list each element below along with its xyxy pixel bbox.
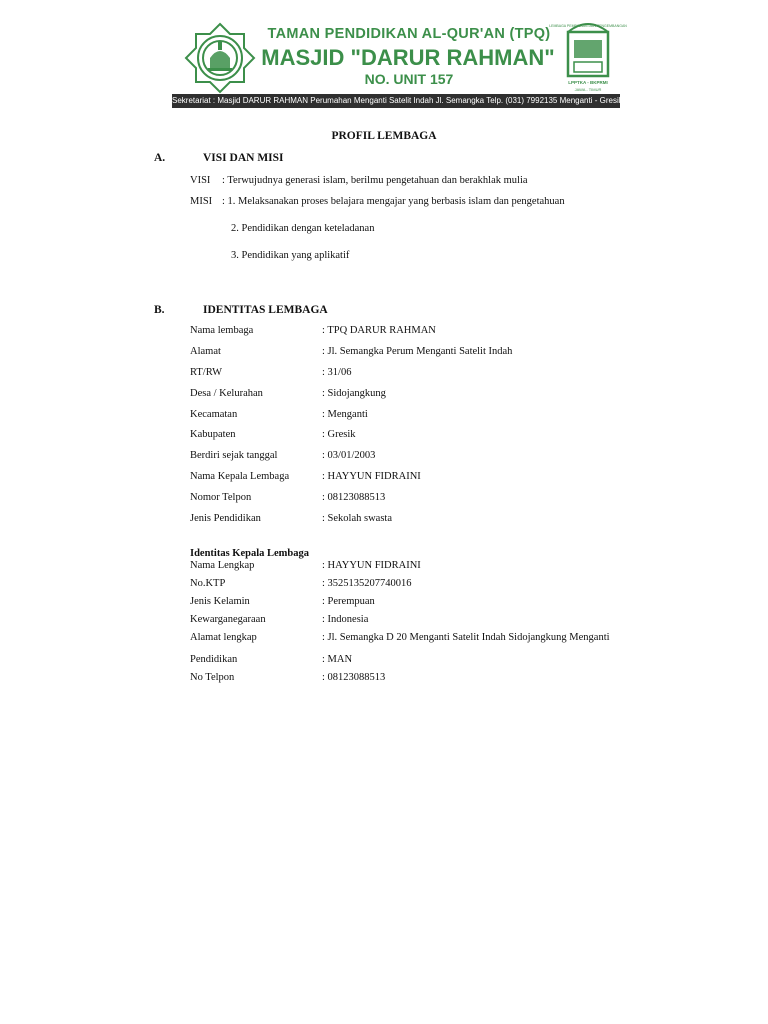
section-b-heading: IDENTITAS LEMBAGA — [203, 304, 328, 316]
misi-item-2: 2. Pendidikan dengan keteladanan — [231, 223, 375, 234]
identitas-value: : Gresik — [322, 429, 356, 440]
section-a-heading: VISI DAN MISI — [203, 152, 284, 164]
identitas-value: : Sidojangkung — [322, 388, 386, 399]
identitas-value: : 31/06 — [322, 367, 352, 378]
mosque-emblem-icon — [184, 22, 256, 94]
identitas-label: Kecamatan — [190, 409, 238, 420]
identitas-label: Kabupaten — [190, 429, 236, 440]
kepala-value: : 08123088513 — [322, 672, 386, 683]
identitas-value: : Jl. Semangka Perum Menganti Satelit Indah — [322, 346, 513, 357]
letterhead-line-1: TAMAN PENDIDIKAN AL-QUR'AN (TPQ) — [267, 26, 551, 42]
kepala-label: Nama Lengkap — [190, 560, 255, 571]
identitas-label: Nama Kepala Lembaga — [190, 471, 290, 482]
kepala-value: : HAYYUN FIDRAINI — [322, 560, 421, 571]
section-b-letter: B. — [154, 304, 165, 316]
identitas-value: : Sekolah swasta — [322, 513, 392, 524]
kepala-label: Pendidikan — [190, 654, 238, 665]
identitas-value: : 03/01/2003 — [322, 450, 376, 461]
misi-item-1: : 1. Melaksanakan proses belajara mengajar yang berbasis islam dan pengetahuan — [222, 196, 565, 207]
kepala-label: No.KTP — [190, 578, 226, 589]
kepala-value: : 3525135207740016 — [322, 578, 412, 589]
identitas-label: Berdiri sejak tanggal — [190, 450, 278, 461]
identitas-label: Desa / Kelurahan — [190, 388, 263, 399]
identitas-label: Nomor Telpon — [190, 492, 252, 503]
identitas-label: Alamat — [190, 346, 221, 357]
kepala-heading: Identitas Kepala Lembaga — [190, 548, 310, 559]
identitas-value: : HAYYUN FIDRAINI — [322, 471, 421, 482]
identitas-label: RT/RW — [190, 367, 223, 378]
letterhead — [170, 14, 627, 110]
lpptka-logo-icon — [549, 18, 627, 94]
identitas-value: : 08123088513 — [322, 492, 386, 503]
kepala-label: Alamat lengkap — [190, 632, 257, 643]
page-title: PROFIL LEMBAGA — [331, 130, 437, 142]
kepala-value: : MAN — [322, 654, 353, 665]
logo-right-text: LEMBAGA PEMBINAAN DAN PENGEMBANGAN — [549, 24, 627, 28]
misi-label: MISI — [190, 196, 213, 207]
kepala-label: Kewarganegaraan — [190, 614, 266, 625]
kepala-value: : Perempuan — [322, 596, 375, 607]
kepala-label: Jenis Kelamin — [190, 596, 250, 607]
kepala-value: : Jl. Semangka D 20 Menganti Satelit Indah Sidojangkung Menganti — [322, 632, 610, 643]
identitas-label: Jenis Pendidikan — [190, 513, 261, 524]
letterhead-unit-number: NO. UNIT 157 — [364, 71, 454, 87]
identitas-value: : Menganti — [322, 409, 368, 420]
identitas-label: Nama lembaga — [190, 325, 254, 336]
kepala-value: : Indonesia — [322, 614, 369, 625]
identitas-value: : TPQ DARUR RAHMAN — [322, 325, 436, 336]
section-a-letter: A. — [154, 152, 166, 164]
visi-label: VISI — [190, 175, 211, 186]
kepala-label: No Telpon — [190, 672, 235, 683]
letterhead-address-bar: Sekretariat : Masjid DARUR RAHMAN Perumahan Menganti Satelit Indah Jl. Semangka Telp. (031) 7992135 Menganti - Gresik — [172, 94, 620, 108]
visi-text: : Terwujudnya generasi islam, berilmu pengetahuan dan berakhlak mulia — [222, 175, 528, 186]
logo-right-sub: LPPTKA - BKPRMI — [568, 80, 608, 85]
misi-item-3: 3. Pendidikan yang aplikatif — [231, 250, 350, 261]
letterhead-mosque-name: MASJID "DARUR RAHMAN" — [261, 45, 555, 70]
logo-right-region: JAWA - TIMUR — [574, 87, 602, 92]
